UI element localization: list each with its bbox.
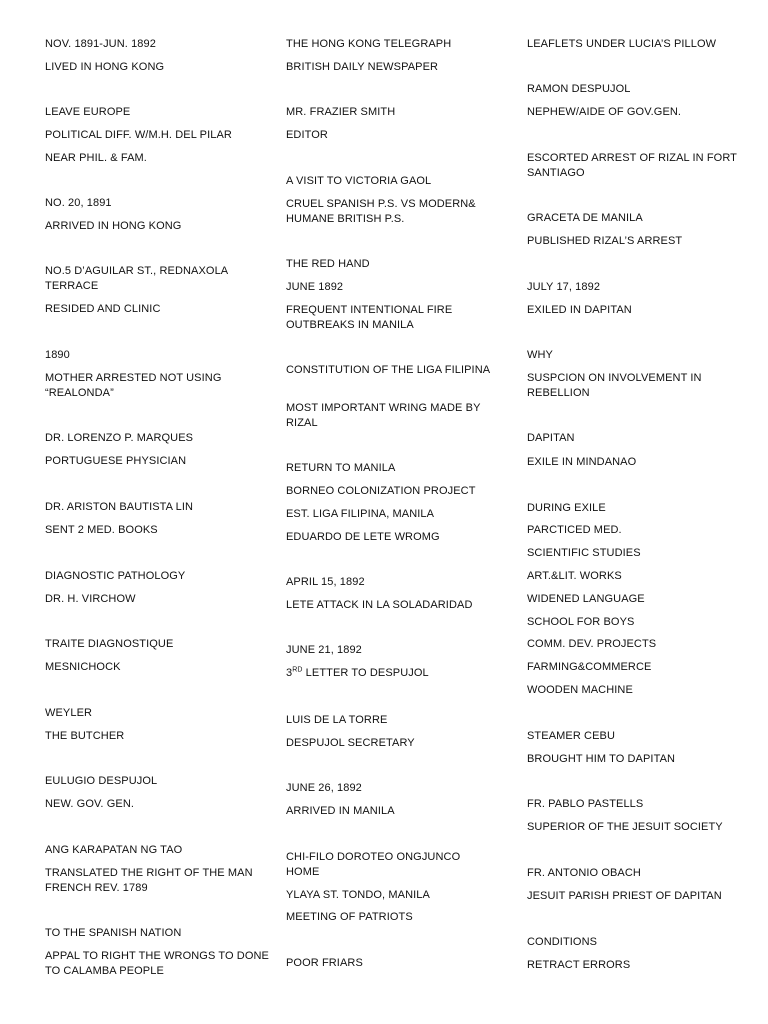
note-line: BRITISH DAILY NEWSPAPER — [286, 61, 439, 73]
note-line: GRACETA DE MANILA — [527, 212, 643, 224]
note-line: TRAITE DIAGNOSTIQUE — [45, 638, 174, 650]
note-line: APPAL TO RIGHT THE WRONGS TO DONE TO CALAMBA PEOPLE — [45, 950, 269, 977]
note-line: LETE ATTACK IN LA SOLADARIDAD — [286, 599, 473, 611]
note-line: DR. ARISTON BAUTISTA LIN — [45, 501, 194, 513]
note-line: EXILE IN MINDANAO — [527, 456, 637, 468]
note-line: TRANSLATED THE RIGHT OF THE MAN FRENCH REV. 1789 — [45, 867, 253, 894]
note-line: COMM. DEV. PROJECTS — [527, 638, 657, 650]
note-line: DR. LORENZO P. MARQUES — [45, 432, 194, 444]
note-line: ART.&LIT. WORKS — [527, 570, 622, 582]
note-line: APRIL 15, 1892 — [286, 576, 365, 588]
note-line: RETURN TO MANILA — [286, 462, 396, 474]
note-line: CHI-FILO DOROTEO ONGJUNCO HOME — [286, 851, 461, 878]
note-line: ARRIVED IN HONG KONG — [45, 220, 182, 232]
note-line: FR. PABLO PASTELLS — [527, 798, 644, 810]
note-line: CRUEL SPANISH P.S. VS MODERN& HUMANE BRITISH P.S. — [286, 198, 476, 225]
note-line: STEAMER CEBU — [527, 730, 615, 742]
note-line: NEPHEW/AIDE OF GOV.GEN. — [527, 106, 682, 118]
note-line: NO. 20, 1891 — [45, 197, 112, 209]
note-line: RESIDED AND CLINIC — [45, 303, 161, 315]
note-line: MOST IMPORTANT WRING MADE BY RIZAL — [286, 402, 481, 429]
note-line: DAPITAN — [527, 432, 575, 444]
note-line: LEAFLETS UNDER LUCIA’S PILLOW — [527, 38, 717, 50]
note-line: POLITICAL DIFF. W/M.H. DEL PILAR — [45, 129, 232, 141]
note-line: YLAYA ST. TONDO, MANILA — [286, 889, 430, 901]
note-line: ESCORTED ARREST OF RIZAL IN FORT SANTIAGO — [527, 152, 737, 179]
note-line: RETRACT ERRORS — [527, 959, 631, 971]
note-line: JUNE 1892 — [286, 281, 344, 293]
note-line: SCHOOL FOR BOYS — [527, 616, 635, 628]
note-line: EDUARDO DE LETE WROMG — [286, 531, 440, 543]
note-line: NEW. GOV. GEN. — [45, 798, 135, 810]
note-line: EST. LIGA FILIPINA, MANILA — [286, 508, 435, 520]
note-line: EXILED IN DAPITAN — [527, 304, 632, 316]
note-line: SUPERIOR OF THE JESUIT SOCIETY — [527, 821, 723, 833]
note-line: MR. FRAZIER SMITH — [286, 106, 396, 118]
note-line: PORTUGUESE PHYSICIAN — [45, 455, 187, 467]
note-line: WHY — [527, 349, 553, 361]
note-line: WIDENED LANGUAGE — [527, 593, 645, 605]
note-line: JUNE 26, 1892 — [286, 782, 362, 794]
note-line: LIVED IN HONG KONG — [45, 61, 165, 73]
note-line: SUSPCION ON INVOLVEMENT IN REBELLION — [527, 372, 702, 399]
note-line: NEAR PHIL. & FAM. — [45, 152, 147, 164]
ordinal-suffix: RD — [292, 666, 303, 674]
note-line: JUNE 21, 1892 — [286, 644, 362, 656]
note-line: WEYLER — [45, 707, 93, 719]
note-line: A VISIT TO VICTORIA GAOL — [286, 175, 432, 187]
note-line: PUBLISHED RIZAL’S ARREST — [527, 235, 683, 247]
note-line: MEETING OF PATRIOTS — [286, 911, 413, 923]
note-line: SCIENTIFIC STUDIES — [527, 547, 641, 559]
note-line: TO THE SPANISH NATION — [45, 927, 182, 939]
note-line: NO.5 D’AGUILAR ST., REDNAXOLA TERRACE — [45, 265, 228, 292]
note-line: CONDITIONS — [527, 936, 598, 948]
note-line: 3RD LETTER TO DESPUJOL — [286, 666, 429, 679]
note-line: BROUGHT HIM TO DAPITAN — [527, 753, 676, 765]
note-line: BORNEO COLONIZATION PROJECT — [286, 485, 476, 497]
note-line: EDITOR — [286, 129, 328, 141]
note-line: PARCTICED MED. — [527, 524, 622, 536]
note-line: FARMING&COMMERCE — [527, 661, 652, 673]
note-line: CONSTITUTION OF THE LIGA FILIPINA — [286, 364, 491, 376]
note-line: RAMON DESPUJOL — [527, 83, 631, 95]
note-line: DESPUJOL SECRETARY — [286, 737, 415, 749]
note-line: DR. H. VIRCHOW — [45, 593, 136, 605]
note-line: THE BUTCHER — [45, 730, 125, 742]
note-line: DIAGNOSTIC PATHOLOGY — [45, 570, 186, 582]
note-line: ANG KARAPATAN NG TAO — [45, 844, 183, 856]
note-line: NOV. 1891-JUN. 1892 — [45, 38, 156, 50]
note-line: ARRIVED IN MANILA — [286, 805, 395, 817]
note-line: WOODEN MACHINE — [527, 684, 633, 696]
note-line: POOR FRIARS — [286, 957, 363, 969]
note-line: JULY 17, 1892 — [527, 281, 601, 293]
note-line: MESNICHOCK — [45, 661, 121, 673]
note-line: 1890 — [45, 349, 70, 361]
note-line: FREQUENT INTENTIONAL FIRE OUTBREAKS IN MANILA — [286, 304, 453, 331]
note-line: MOTHER ARRESTED NOT USING “REALONDA” — [45, 372, 222, 399]
note-line: THE RED HAND — [286, 258, 370, 270]
note-line: JESUIT PARISH PRIEST OF DAPITAN — [527, 890, 722, 902]
note-line: LEAVE EUROPE — [45, 106, 131, 118]
note-line: LUIS DE LA TORRE — [286, 714, 388, 726]
note-line: DURING EXILE — [527, 502, 606, 514]
note-line: EULUGIO DESPUJOL — [45, 775, 158, 787]
note-line: SENT 2 MED. BOOKS — [45, 524, 158, 536]
note-line: FR. ANTONIO OBACH — [527, 867, 641, 879]
note-line: THE HONG KONG TELEGRAPH — [286, 38, 452, 50]
